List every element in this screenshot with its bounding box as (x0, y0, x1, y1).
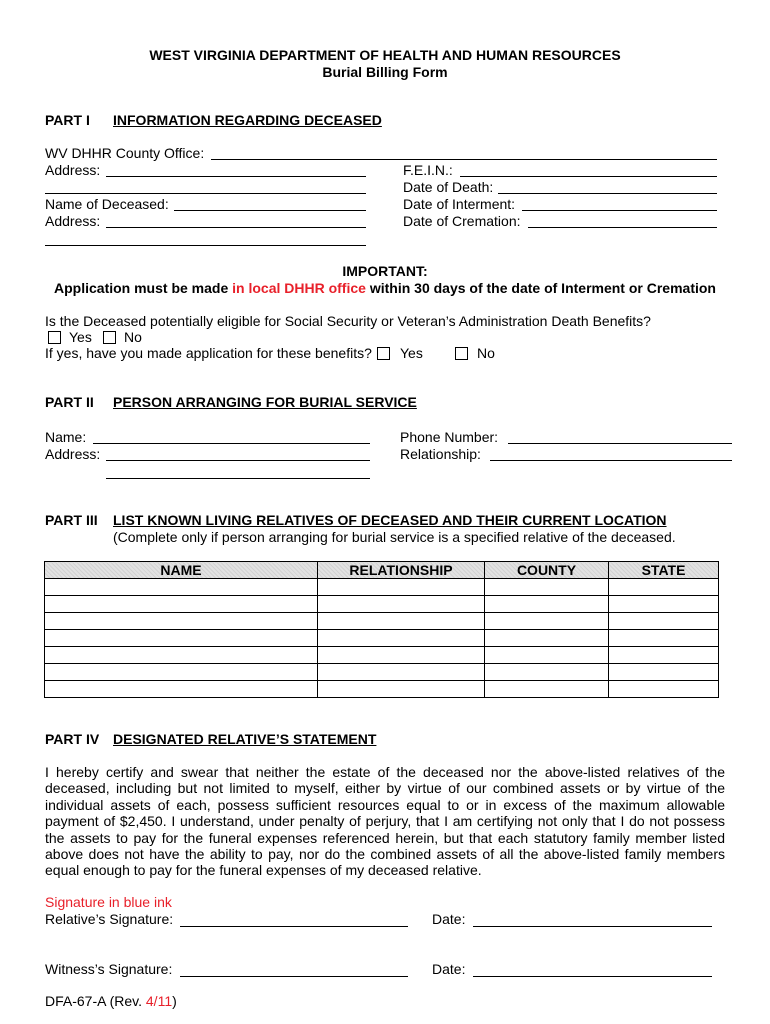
table-cell[interactable] (318, 681, 485, 698)
address2-field[interactable] (106, 227, 366, 228)
table-row (45, 579, 719, 596)
agency-title: WEST VIRGINIA DEPARTMENT OF HEALTH AND HUMAN RESOURCES (149, 47, 621, 63)
fein-label: F.E.I.N.: (403, 162, 453, 178)
date-death-field[interactable] (498, 193, 717, 194)
relative-date-field[interactable] (473, 926, 712, 927)
table-cell[interactable] (609, 613, 719, 630)
col-header-relationship: RELATIONSHIP (318, 562, 485, 579)
table-cell[interactable] (485, 613, 609, 630)
table-row (45, 596, 719, 613)
phone-label: Phone Number: (400, 429, 499, 445)
col-header-name: NAME (45, 562, 318, 579)
arranger-address-field[interactable] (106, 460, 370, 461)
name-deceased-label: Name of Deceased: (45, 196, 169, 212)
table-cell[interactable] (318, 664, 485, 681)
witness-signature-field[interactable] (180, 976, 408, 977)
form-id-text: DFA-67-A (Rev. (45, 993, 146, 1009)
address-field-line2[interactable] (45, 193, 366, 194)
table-header-row (45, 562, 719, 579)
address-field[interactable] (106, 176, 366, 177)
arranger-address-field-line2[interactable] (106, 478, 370, 479)
table-cell[interactable] (318, 630, 485, 647)
important-text-pre: Application must be made (54, 280, 233, 296)
benefits-question: Is the Deceased potentially eligible for Social Security or Veteran’s Administration Death Benefits? (45, 313, 651, 329)
table-cell[interactable] (609, 596, 719, 613)
part1-title: INFORMATION REGARDING DECEASED (113, 112, 382, 128)
table-cell[interactable] (609, 630, 719, 647)
revision-date: 4/11 (145, 993, 173, 1009)
application-yes-label: Yes (400, 345, 423, 361)
application-yes-checkbox[interactable] (377, 347, 390, 360)
table-cell[interactable] (45, 579, 318, 596)
application-no-label: No (477, 345, 495, 361)
address2-label: Address: (45, 213, 101, 229)
witness-date-field[interactable] (473, 976, 712, 977)
relationship-field[interactable] (490, 460, 732, 461)
table-cell[interactable] (485, 664, 609, 681)
table-cell[interactable] (45, 613, 318, 630)
form-title: Burial Billing Form (322, 64, 448, 80)
date-death-label: Date of Death: (403, 179, 494, 195)
table-cell[interactable] (45, 630, 318, 647)
relative-signature-label: Relative’s Signature: (45, 911, 174, 927)
application-no-checkbox[interactable] (455, 347, 468, 360)
table-cell[interactable] (609, 647, 719, 664)
col-header-state: STATE (609, 562, 719, 579)
table-cell[interactable] (609, 681, 719, 698)
relative-date-label: Date: (432, 911, 466, 927)
county-office-field[interactable] (211, 159, 717, 160)
part2-title: PERSON ARRANGING FOR BURIAL SERVICE (113, 394, 417, 410)
table-cell[interactable] (485, 681, 609, 698)
part4-label: PART IV (45, 731, 100, 747)
important-heading: IMPORTANT: (342, 263, 428, 279)
col-header-county: COUNTY (485, 562, 609, 579)
benefits-yes-label: Yes (69, 329, 92, 345)
table-cell[interactable] (318, 579, 485, 596)
application-question: If yes, have you made application for these benefits? (45, 345, 372, 361)
arranger-name-field[interactable] (93, 443, 370, 444)
table-row (45, 664, 719, 681)
arranger-name-label: Name: (45, 429, 87, 445)
arranger-address-label: Address: (45, 446, 101, 462)
table-row (45, 613, 719, 630)
relationship-label: Relationship: (400, 446, 481, 462)
important-text-red: in local DHHR office (232, 280, 366, 296)
table-row (45, 681, 719, 698)
table-cell[interactable] (485, 630, 609, 647)
table-cell[interactable] (609, 664, 719, 681)
benefits-no-label: No (124, 329, 142, 345)
benefits-no-checkbox[interactable] (103, 331, 116, 344)
table-cell[interactable] (45, 647, 318, 664)
date-interment-label: Date of Interment: (403, 196, 516, 212)
phone-field[interactable] (508, 443, 732, 444)
form-id-close: ) (172, 993, 177, 1009)
table-row (45, 630, 719, 647)
part4-title: DESIGNATED RELATIVE’S STATEMENT (113, 731, 377, 747)
relatives-table (44, 561, 719, 698)
table-cell[interactable] (318, 613, 485, 630)
address-label: Address: (45, 162, 101, 178)
table-cell[interactable] (45, 681, 318, 698)
table-cell[interactable] (45, 596, 318, 613)
part3-note: (Complete only if person arranging for burial service is a specified relative of the deceased. (113, 529, 676, 545)
part1-label: PART I (45, 112, 90, 128)
part3-label: PART III (45, 512, 98, 528)
date-cremation-label: Date of Cremation: (403, 213, 521, 229)
benefits-yes-checkbox[interactable] (48, 331, 61, 344)
witness-signature-label: Witness’s Signature: (45, 961, 173, 977)
form-id (45, 993, 177, 1010)
fein-field[interactable] (460, 176, 717, 177)
table-cell[interactable] (318, 647, 485, 664)
table-cell[interactable] (485, 596, 609, 613)
part2-label: PART II (45, 394, 94, 410)
important-notice (0, 280, 770, 297)
date-interment-field[interactable] (522, 210, 717, 211)
table-cell[interactable] (485, 579, 609, 596)
name-deceased-field[interactable] (174, 210, 366, 211)
county-office-label: WV DHHR County Office: (45, 145, 205, 161)
relative-signature-field[interactable] (180, 926, 408, 927)
table-cell[interactable] (318, 596, 485, 613)
table-cell[interactable] (609, 579, 719, 596)
table-row (45, 647, 719, 664)
certification-statement: I hereby certify and swear that neither the estate of the deceased nor the above-listed relatives of the deceased, including but not limited to myself, either by virtue of our combined assets or by virtue of the individual assets of each, possess sufficient resources equal to or in excess of the maximum allowable payment of $2,450. I understand, under penalty of perjury, that I am certifying not only that I do not possess the assets to pay for the funeral expenses referenced herein, but that each statutory family member listed above does not have the ability to pay, nor do the combined assets of all the above-listed family members equal enough to pay for the funeral expenses of my deceased relative. (45, 764, 725, 879)
address2-field-line2[interactable] (45, 245, 366, 246)
table-cell[interactable] (485, 647, 609, 664)
date-cremation-field[interactable] (528, 227, 717, 228)
important-text-post: within 30 days of the date of Interment or Cremation (365, 280, 716, 296)
table-cell[interactable] (45, 664, 318, 681)
part3-title: LIST KNOWN LIVING RELATIVES OF DECEASED AND THEIR CURRENT LOCATION (113, 512, 667, 528)
signature-note: Signature in blue ink (45, 894, 172, 910)
witness-date-label: Date: (432, 961, 466, 977)
